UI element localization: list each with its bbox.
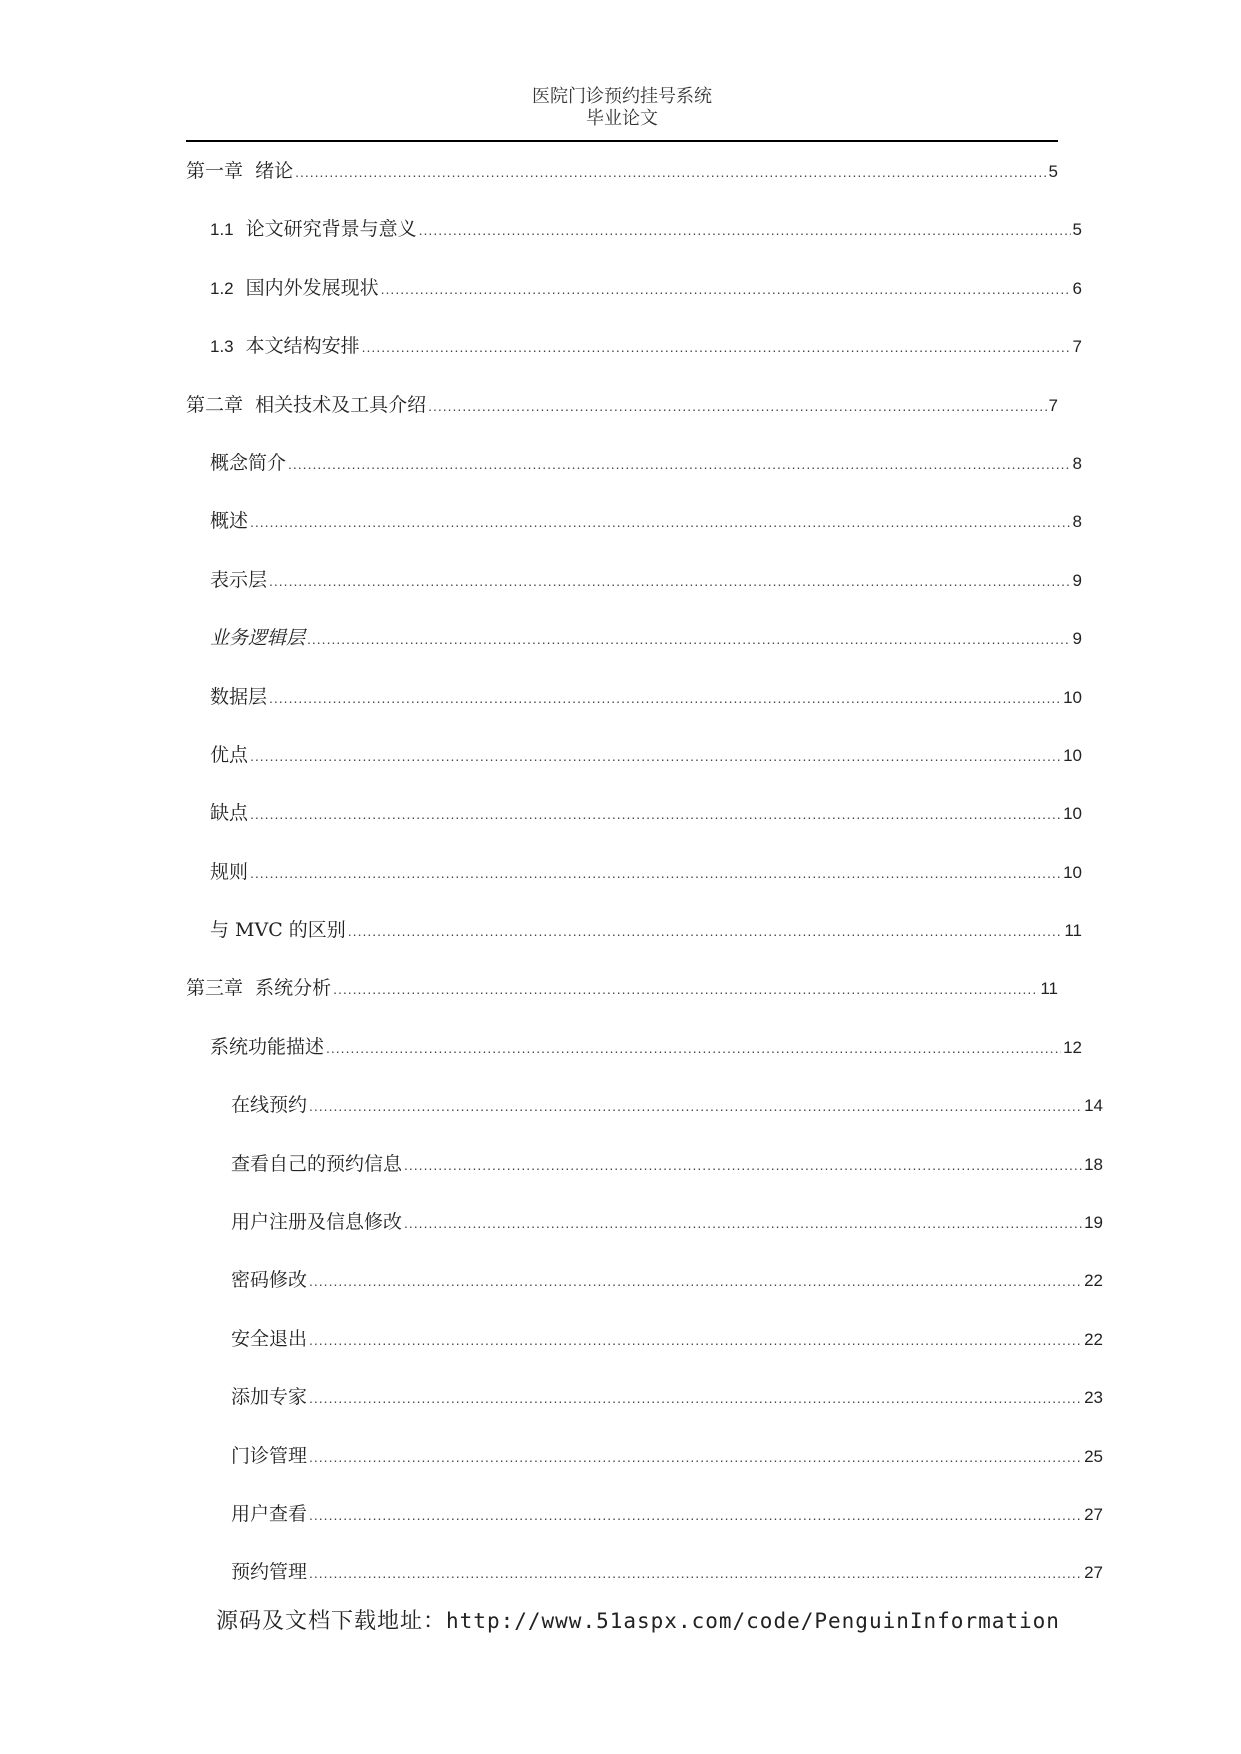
toc-entry-page: 8: [1072, 512, 1082, 532]
toc-entry[interactable]: [186, 794, 1082, 852]
toc-entry-page: 9: [1072, 570, 1082, 590]
toc-entry-label: [210, 275, 379, 302]
toc-entry-label: [210, 508, 248, 534]
toc-entry-label: [231, 1443, 307, 1469]
toc-leader-dots: [419, 217, 1071, 243]
toc-entry[interactable]: [186, 1203, 1103, 1261]
toc-entry-text: 预约管理: [231, 1561, 308, 1584]
toc-entry-text: 概念简介: [210, 451, 287, 474]
toc-leader-dots: [309, 1268, 1082, 1294]
download-label: 源码及文档下载地址：: [216, 1609, 447, 1634]
toc-entry[interactable]: [186, 1553, 1103, 1611]
toc-leader-dots: [309, 1560, 1082, 1586]
toc-leader-dots: [404, 1152, 1082, 1178]
toc-entry-text: 表示层: [210, 568, 268, 591]
toc-entry-text: 业务逻辑层: [210, 627, 306, 650]
toc-entry-text: 优点: [210, 743, 249, 766]
toc-entry-page: 22: [1084, 1271, 1103, 1291]
toc-leader-dots: [381, 276, 1071, 302]
toc-entry-text: 用户注册及信息修改: [231, 1211, 403, 1234]
toc-entry-page: 7: [1048, 395, 1058, 415]
toc-entry[interactable]: [186, 444, 1082, 502]
toc-leader-dots: [309, 1502, 1082, 1528]
toc-entry-page: 22: [1084, 1329, 1103, 1349]
toc-entry-label: [210, 1034, 324, 1060]
toc-entry[interactable]: [186, 1261, 1103, 1319]
toc-entry-page: 10: [1063, 862, 1082, 882]
toc-entry-text: 规则: [210, 860, 249, 883]
toc-entry-text: 数据层: [210, 685, 268, 708]
toc-entry[interactable]: [186, 678, 1082, 736]
toc-leader-dots: [326, 1035, 1061, 1061]
toc-entry-text: 与 MVC 的区别: [210, 919, 346, 942]
toc-entry-label: [186, 158, 293, 184]
toc-leader-dots: [309, 1327, 1082, 1353]
toc-entry-page: 10: [1063, 745, 1082, 765]
toc-leader-dots: [250, 801, 1061, 827]
download-url[interactable]: http://www.51aspx.com/code/PenguinInformation: [446, 1609, 1060, 1633]
toc-entry-number: 1.2: [210, 278, 234, 298]
toc-leader-dots: [250, 743, 1061, 769]
toc-entry-text: 安全退出: [231, 1327, 308, 1350]
toc-entry-text: 密码修改: [231, 1269, 308, 1292]
toc-entry-label: [210, 450, 286, 476]
toc-leader-dots: [428, 393, 1046, 419]
toc-leader-dots: [309, 1385, 1082, 1411]
toc-entry-label: [210, 917, 346, 943]
toc-entry-page: 27: [1084, 1563, 1103, 1583]
toc-entry-page: 10: [1063, 804, 1082, 824]
toc-entry[interactable]: [186, 327, 1082, 385]
toc-leader-dots: [250, 509, 1071, 535]
toc-entry-label: [231, 1267, 307, 1293]
toc-entry[interactable]: [186, 1320, 1103, 1378]
toc-entry-page: 12: [1063, 1037, 1082, 1057]
toc-entry[interactable]: [186, 619, 1082, 677]
toc-entry-text: 本文结构安排: [245, 335, 360, 358]
toc-leader-dots: [333, 976, 1038, 1002]
toc-entry[interactable]: [186, 911, 1082, 969]
document-subtitle: 毕业论文: [586, 108, 658, 129]
toc-entry-text: 在线预约: [231, 1094, 308, 1117]
toc-entry-text: 概述: [210, 510, 249, 533]
toc-entry-text: 系统功能描述: [210, 1035, 325, 1058]
toc-entry-label: [210, 625, 305, 651]
toc-entry-page: 6: [1072, 278, 1082, 298]
toc-entry-page: 11: [1040, 979, 1058, 999]
toc-entry-text: 添加专家: [231, 1386, 308, 1409]
toc-entry-label: [210, 742, 248, 768]
toc-entry[interactable]: [186, 386, 1058, 444]
toc-entry-page: 23: [1084, 1388, 1103, 1408]
toc-entry-page: 5: [1048, 162, 1058, 181]
toc-entry-page: 18: [1084, 1154, 1103, 1174]
toc-entry-label: [231, 1501, 307, 1527]
toc-entry-label: [231, 1559, 307, 1585]
toc-entry-text: 门诊管理: [231, 1444, 308, 1467]
toc-entry-label: [231, 1326, 307, 1352]
toc-entry-page: 11: [1064, 921, 1082, 941]
toc-entry-page: 5: [1072, 220, 1082, 240]
toc-entry[interactable]: [186, 269, 1082, 327]
table-of-contents: [186, 152, 1103, 1612]
toc-leader-dots: [269, 568, 1071, 594]
toc-entry-page: 9: [1072, 629, 1082, 649]
toc-entry-page: 25: [1084, 1446, 1103, 1466]
toc-leader-dots: [307, 626, 1071, 652]
document-title: 医院门诊预约挂号系统: [532, 86, 712, 107]
toc-entry-number: 1.1: [210, 220, 234, 240]
toc-entry-page: 14: [1084, 1096, 1103, 1116]
toc-leader-dots: [362, 334, 1071, 360]
toc-entry-label: [231, 1151, 402, 1177]
toc-entry[interactable]: [186, 853, 1082, 911]
toc-leader-dots: [295, 159, 1046, 185]
toc-entry-label: [210, 567, 267, 593]
toc-entry[interactable]: [186, 561, 1082, 619]
toc-entry[interactable]: [186, 1495, 1103, 1553]
header-divider: [186, 140, 1058, 142]
page-header: [186, 86, 1058, 130]
toc-entry-label: [210, 684, 267, 710]
toc-entry[interactable]: [186, 1437, 1103, 1495]
toc-entry-label: [210, 333, 360, 360]
toc-leader-dots: [404, 1210, 1082, 1236]
toc-entry[interactable]: [186, 1086, 1103, 1144]
toc-entry-page: 10: [1063, 687, 1082, 707]
toc-entry-text: 用户查看: [231, 1502, 308, 1525]
toc-entry-label: [210, 216, 417, 243]
download-footer: [216, 1604, 1060, 1635]
toc-entry[interactable]: [186, 502, 1082, 560]
toc-entry-number: 1.3: [210, 337, 234, 357]
toc-entry-text: 查看自己的预约信息: [231, 1152, 403, 1175]
toc-entry-text: 第三章 系统分析: [186, 977, 332, 1000]
toc-entry-text: 缺点: [210, 802, 249, 825]
toc-entry[interactable]: [186, 969, 1058, 1027]
toc-entry-label: [186, 975, 331, 1001]
toc-entry-page: 7: [1072, 337, 1082, 357]
toc-leader-dots: [348, 918, 1063, 944]
toc-entry-label: [210, 859, 248, 885]
toc-entry-page: 27: [1084, 1504, 1103, 1524]
toc-leader-dots: [250, 860, 1061, 886]
toc-entry[interactable]: [186, 1378, 1103, 1436]
toc-entry-label: [210, 800, 248, 826]
toc-entry-label: [231, 1092, 307, 1118]
toc-entry[interactable]: [186, 210, 1082, 268]
toc-entry[interactable]: [186, 736, 1082, 794]
toc-entry-label: [231, 1209, 402, 1235]
toc-leader-dots: [309, 1444, 1082, 1470]
toc-entry-page: 19: [1084, 1213, 1103, 1233]
toc-entry-text: 论文研究背景与意义: [245, 218, 417, 241]
toc-leader-dots: [269, 685, 1061, 711]
toc-entry[interactable]: [186, 1028, 1082, 1086]
toc-entry-text: 国内外发展现状: [245, 276, 379, 299]
toc-leader-dots: [288, 451, 1071, 477]
toc-entry-page: 8: [1072, 453, 1082, 473]
toc-entry[interactable]: [186, 152, 1058, 210]
toc-entry-label: [231, 1384, 307, 1410]
toc-entry-label: [186, 392, 426, 418]
toc-entry-text: 第二章 相关技术及工具介绍: [186, 393, 427, 416]
toc-leader-dots: [309, 1093, 1082, 1119]
toc-entry-text: 第一章 绪论: [186, 160, 294, 182]
toc-entry[interactable]: [186, 1145, 1103, 1203]
